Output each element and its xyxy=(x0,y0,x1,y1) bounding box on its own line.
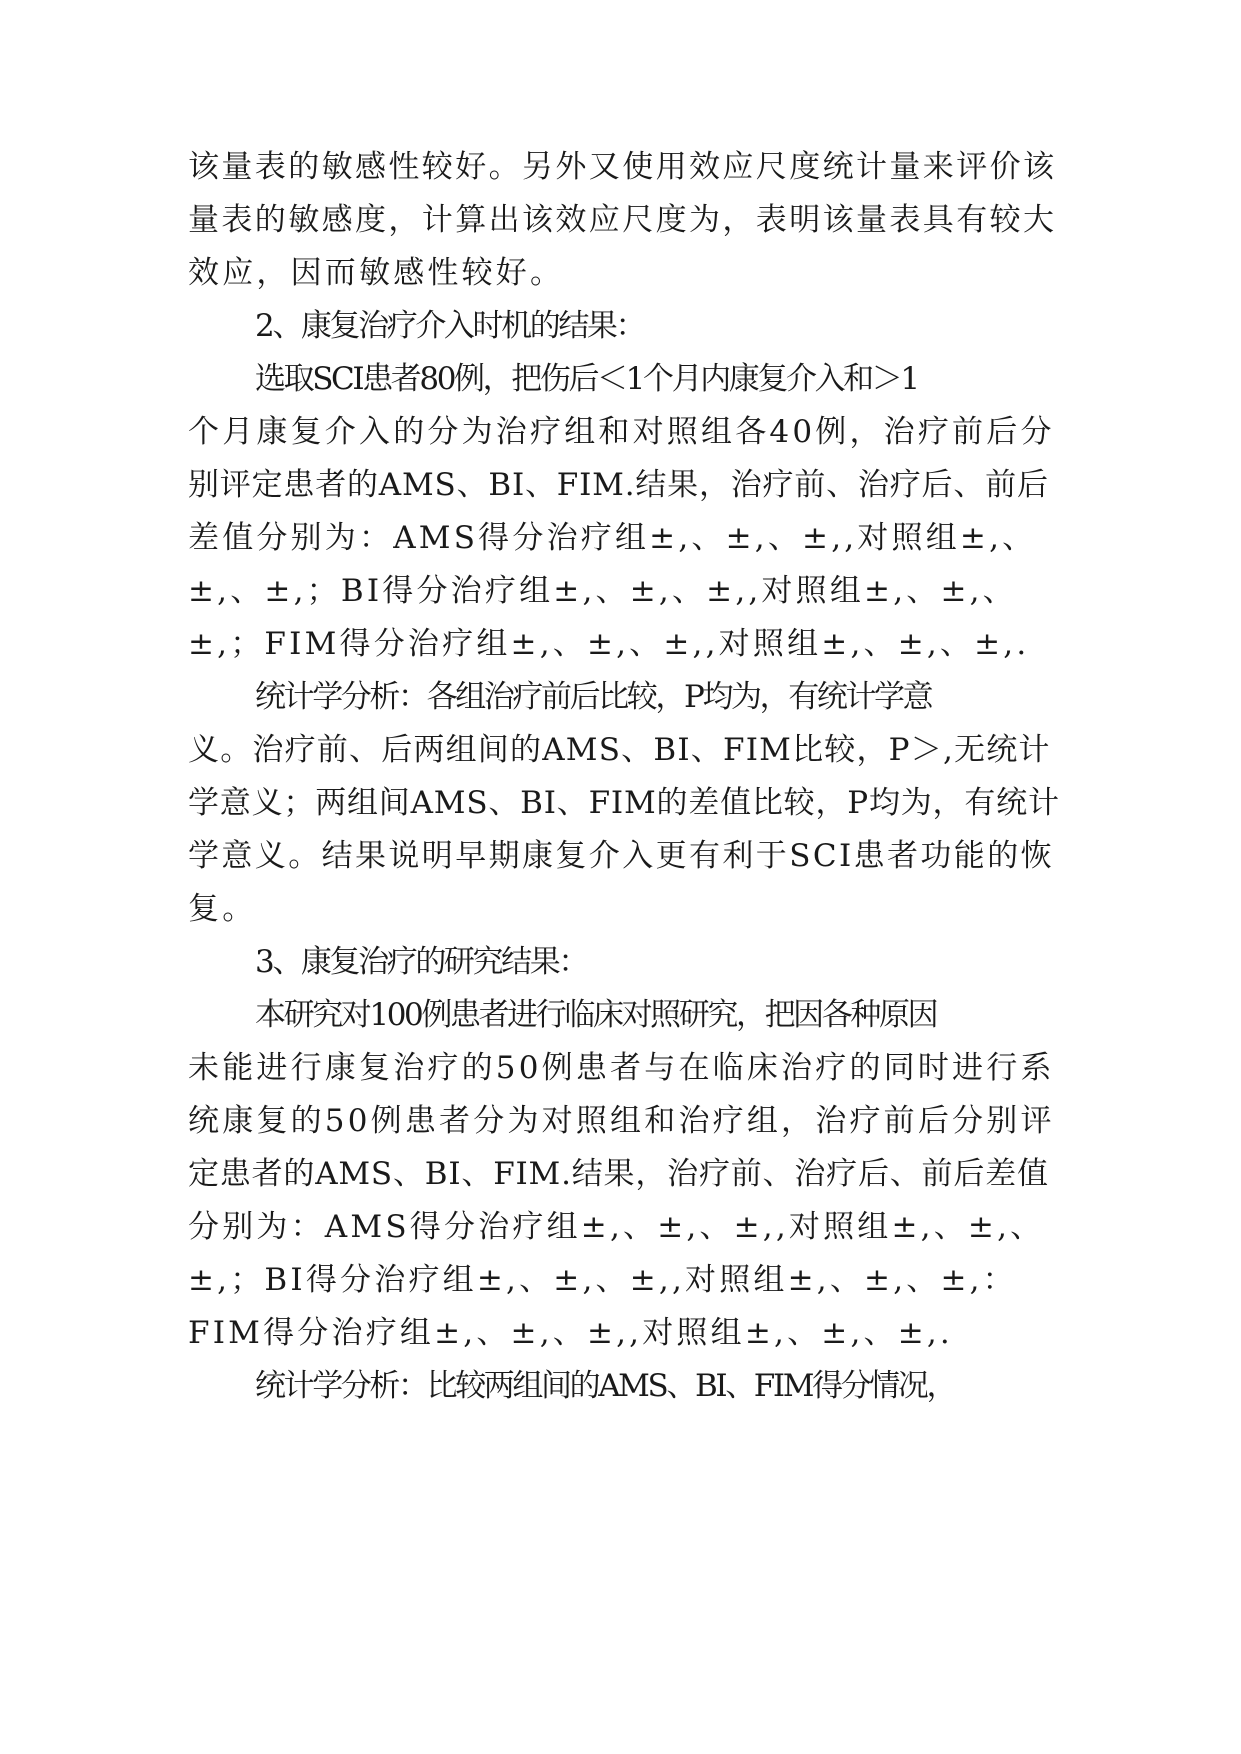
paragraph-line-24: 统计学分析：比较两组间的AMS、BI、FIM得分情况， xyxy=(255,1368,956,1404)
paragraph-line-11: 统计学分析：各组治疗前后比较，P均为，有统计学意 xyxy=(255,679,932,715)
paragraph-line-3: 效应，因而敏感性较好。 xyxy=(188,255,565,291)
paragraph-line-22: ±,；BI得分治疗组±,、±,、±,,对照组±,、±,、±,： xyxy=(188,1262,1017,1298)
paragraph-line-14: 学意义。结果说明早期康复介入更有利于SCI患者功能的恢 xyxy=(188,838,1054,874)
paragraph-line-7: 别评定患者的AMS、BI、FIM.结果，治疗前、治疗后、前后 xyxy=(188,467,1049,503)
paragraph-line-15: 复。 xyxy=(188,891,257,927)
paragraph-line-6: 个月康复介入的分为治疗组和对照组各40例，治疗前后分 xyxy=(188,414,1055,450)
paragraph-line-13: 学意义；两组间AMS、BI、FIM的差值比较，P均为，有统计 xyxy=(188,785,1060,821)
paragraph-line-19: 统康复的50例患者分为对照组和治疗组，治疗前后分别评 xyxy=(188,1103,1055,1139)
paragraph-line-23: FIM得分治疗组±,、±,、±,,对照组±,、±,、±,. xyxy=(188,1315,953,1351)
paragraph-line-18: 未能进行康复治疗的50例患者与在临床治疗的同时进行系 xyxy=(188,1050,1055,1086)
paragraph-line-2: 量表的敏感度，计算出该效应尺度为，表明该量表具有较大 xyxy=(188,202,1057,238)
section-heading-2: 2、康复治疗介入时机的结果： xyxy=(255,308,645,344)
paragraph-line-12: 义。治疗前、后两组间的AMS、BI、FIM比较，P＞,无统计 xyxy=(188,732,1051,768)
paragraph-line-20: 定患者的AMS、BI、FIM.结果，治疗前、治疗后、前后差值 xyxy=(188,1156,1049,1192)
paragraph-line-10: ±,；FIM得分治疗组±,、±,、±,,对照组±,、±,、±,. xyxy=(188,626,1030,662)
paragraph-line-9: ±,、±,；BI得分治疗组±,、±,、±,,对照组±,、±,、 xyxy=(188,573,1017,609)
section-heading-3: 3、康复治疗的研究结果： xyxy=(255,944,587,980)
paragraph-line-17: 本研究对100例患者进行临床对照研究，把因各种原因 xyxy=(255,997,937,1033)
paragraph-line-5: 选取SCI患者80例，把伤后＜1个月内康复介入和＞1 xyxy=(255,361,918,397)
paragraph-line-8: 差值分别为：AMS得分治疗组±,、±,、±,,对照组±,、 xyxy=(188,520,1037,556)
paragraph-line-21: 分别为：AMS得分治疗组±,、±,、±,,对照组±,、±,、 xyxy=(188,1209,1045,1245)
paragraph-line-1: 该量表的敏感性较好。另外又使用效应尺度统计量来评价该 xyxy=(188,149,1057,185)
